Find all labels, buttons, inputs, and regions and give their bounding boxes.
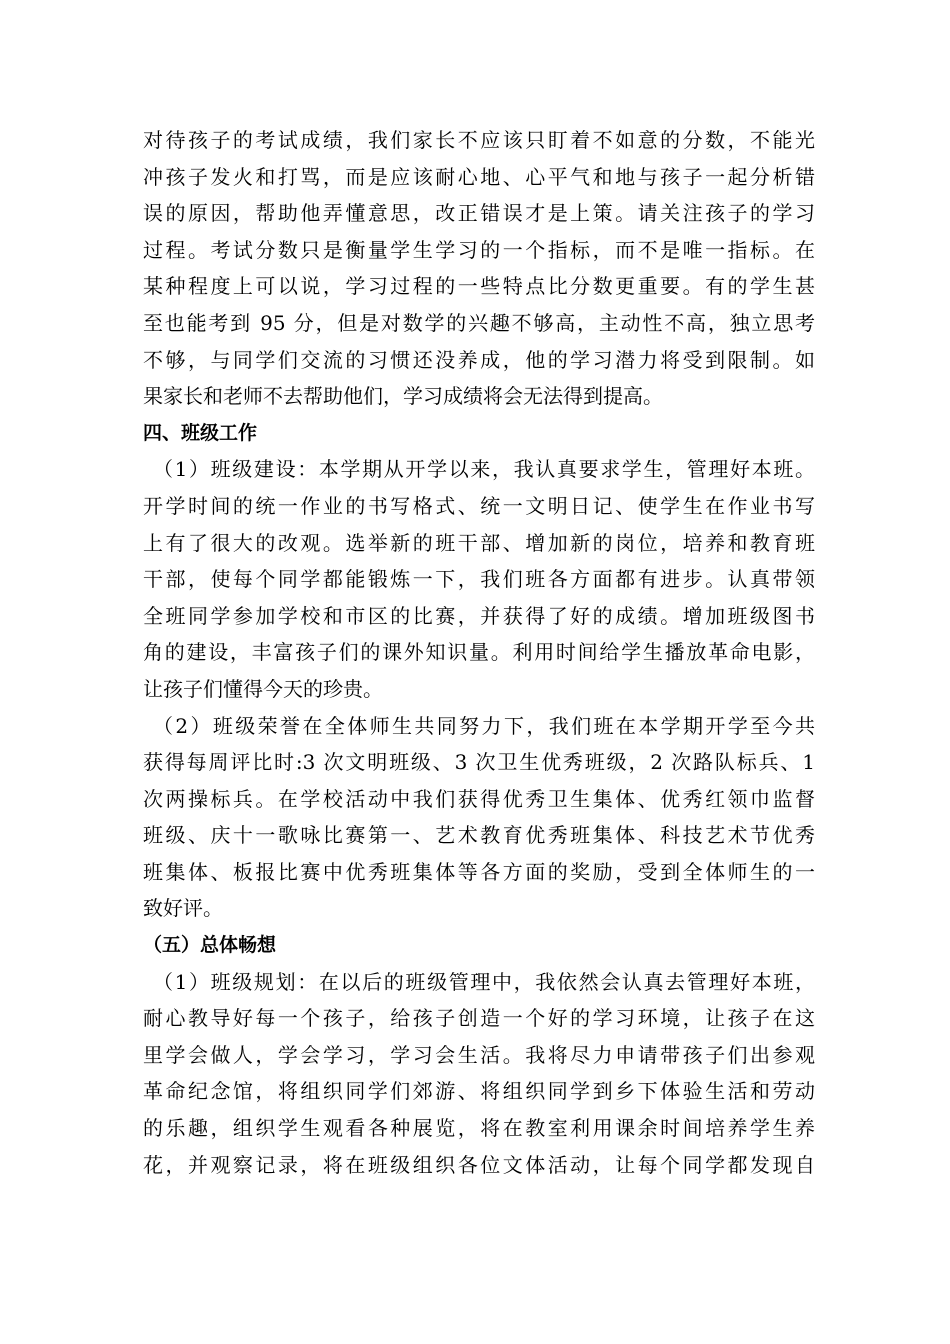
text-line: 角的建设，丰富孩子们的课外知识量。利用时间给学生播放革命电影，	[143, 640, 815, 665]
text-line: 耐心教导好每一个孩子，给孩子创造一个好的学习环境，让孩子在这	[143, 1006, 815, 1031]
text-line: （1）班级建设：本学期从开学以来，我认真要求学生，管理好本班。	[153, 457, 815, 482]
paragraph-class-honors	[143, 708, 815, 928]
text-line: 冲孩子发火和打骂，而是应该耐心地、心平气和地与孩子一起分析错	[143, 164, 815, 189]
text-line: 里学会做人，学会学习，学习会生活。我将尽力申请带孩子们出参观	[143, 1042, 815, 1067]
text-line: 次两操标兵。在学校活动中我们获得优秀卫生集体、优秀红领巾监督	[143, 786, 815, 811]
section-heading-overall-vision: （五）总体畅想	[143, 934, 277, 957]
text-line: 误的原因，帮助他弄懂意思，改正错误才是上策。请关注孩子的学习	[143, 201, 815, 226]
section-heading-class-work: 四、班级工作	[143, 421, 258, 444]
text-line: 至也能考到 95 分，但是对数学的兴趣不够高，主动性不高，独立思考	[143, 310, 815, 335]
text-line: 果家长和老师不去帮助他们，学习成绩将会无法得到提高。	[143, 384, 663, 409]
text-line: 的乐趣，组织学生观看各种展览，将在教室利用课余时间培养学生养	[143, 1116, 815, 1141]
text-line: 过程。考试分数只是衡量学生学习的一个指标，而不是唯一指标。在	[143, 237, 815, 262]
paragraph-class-planning	[143, 964, 815, 1184]
text-line: 干部，使每个同学都能锻炼一下，我们班各方面都有进步。认真带领	[143, 567, 815, 592]
document-page	[143, 122, 815, 1183]
text-line: 上有了很大的改观。选举新的班干部、增加新的岗位，培养和教育班	[143, 530, 815, 555]
text-line: （1）班级规划：在以后的班级管理中，我依然会认真去管理好本班，	[153, 969, 815, 994]
paragraph-class-building	[143, 451, 815, 707]
text-line: 不够，与同学们交流的习惯还没养成，他的学习潜力将受到限制。如	[143, 347, 815, 372]
text-line: 致好评。	[143, 896, 223, 921]
paragraph-exam-attitude	[143, 122, 815, 415]
text-line: 全班同学参加学校和市区的比赛，并获得了好的成绩。增加班级图书	[143, 603, 815, 628]
text-line: 让孩子们懂得今天的珍贵。	[143, 676, 383, 701]
text-line: 班集体、板报比赛中优秀班集体等各方面的奖励，受到全体师生的一	[143, 859, 815, 884]
text-line: 花，并观察记录，将在班级组织各位文体活动，让每个同学都发现自	[143, 1152, 815, 1177]
text-line: 某种程度上可以说，学习过程的一些特点比分数更重要。有的学生甚	[143, 274, 815, 299]
text-line: 对待孩子的考试成绩，我们家长不应该只盯着不如意的分数，不能光	[143, 128, 815, 152]
text-line: 开学时间的统一作业的书写格式、统一文明日记、使学生在作业书写	[143, 493, 815, 518]
text-line: 获得每周评比时:3 次文明班级、3 次卫生优秀班级，2 次路队标兵、1	[143, 750, 815, 775]
text-line: 班级、庆十一歌咏比赛第一、艺术教育优秀班集体、科技艺术节优秀	[143, 823, 815, 848]
text-line: （2）班级荣誉在全体师生共同努力下，我们班在本学期开学至今共	[153, 713, 815, 738]
text-line: 革命纪念馆，将组织同学们郊游、将组织同学到乡下体验生活和劳动	[143, 1079, 815, 1104]
